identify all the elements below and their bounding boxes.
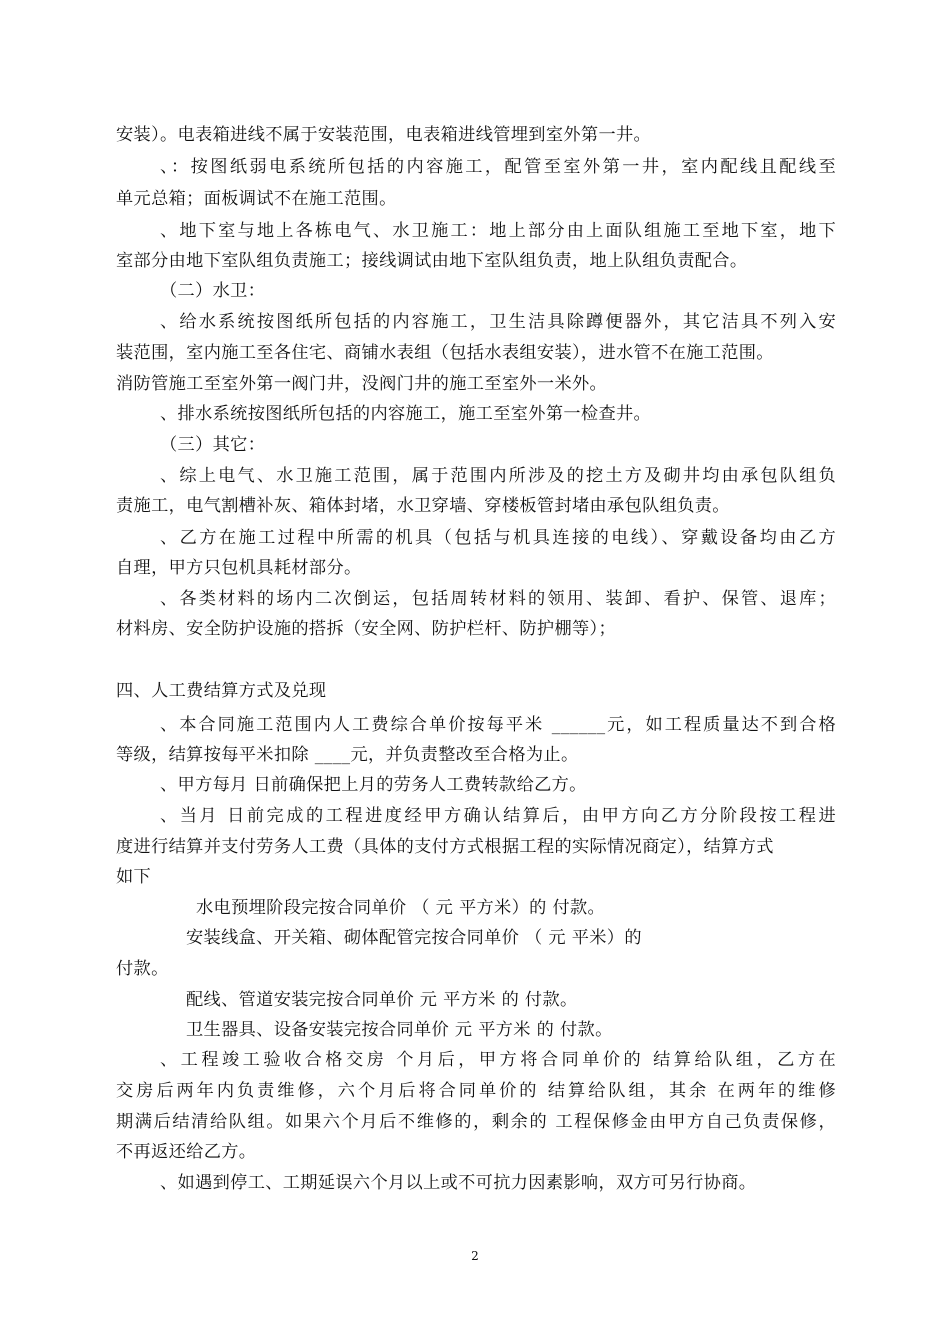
- section-heading: 四、人工费结算方式及兑现: [116, 681, 327, 701]
- text-line: 、各类材料的场内二次倒运，包括周转材料的领用、装卸、看护、保管、退库；: [160, 589, 836, 609]
- section-heading: （二）水卫：: [160, 281, 266, 301]
- text-line: 等级，结算按每平米扣除 ____元，并负责整改至合格为止。: [116, 745, 579, 765]
- text-line: 、如遇到停工、工期延误六个月以上或不可抗力因素影响，双方可另行协商。: [160, 1173, 757, 1193]
- text-line: 配线、管道安装完按合同单价 元 平方米 的 付款。: [186, 990, 578, 1010]
- text-line: 、乙方在施工过程中所需的机具（包括与机具连接的电线）、穿戴设备均由乙方: [160, 528, 836, 548]
- text-line: 、地下室与地上各栋电气、水卫施工：地上部分由上面队组施工至地下室，地下: [160, 221, 836, 241]
- text-line: 装范围，室内施工至各住宅、商铺水表组（包括水表组安装），进水管不在施工范围。: [116, 343, 774, 363]
- text-line: 、工程竣工验收合格交房 个月后，甲方将合同单价的 结算给队组，乙方在: [160, 1050, 836, 1070]
- text-line: 安装）。电表箱进线不属于安装范围，电表箱进线管埋到室外第一井。: [116, 125, 652, 145]
- text-line: 期满后结清给队组。如果六个月后不维修的，剩余的 工程保修金由甲方自己负责保修，: [116, 1112, 836, 1132]
- text-line: 、综上电气、水卫施工范围，属于范围内所涉及的挖土方及砌井均由承包队组负: [160, 466, 836, 486]
- text-line: 、给水系统按图纸所包括的内容施工，卫生洁具除蹲便器外，其它洁具不列入安: [160, 312, 836, 332]
- text-line: 材料房、安全防护设施的搭拆（安全网、防护栏杆、防护棚等）；: [116, 619, 616, 639]
- text-line: 自理，甲方只包机具耗材部分。: [116, 558, 362, 578]
- text-line: 水电预埋阶段完按合同单价 （ 元 平方米）的 付款。: [196, 898, 606, 918]
- text-line: 、排水系统按图纸所包括的内容施工，施工至室外第一检查井。: [160, 404, 652, 424]
- text-line: 如下: [116, 867, 152, 887]
- text-line: 责施工，电气割槽补灰、箱体封堵，水卫穿墙、穿楼板管封堵由承包队组负责。: [116, 496, 730, 516]
- text-line: 卫生器具、设备安装完按合同单价 元 平方米 的 付款。: [186, 1020, 613, 1040]
- text-line: 室部分由地下室队组负责施工；接线调试由地下室队组负责，地上队组负责配合。: [116, 251, 748, 271]
- text-line: 交房后两年内负责维修，六个月后将合同单价的 结算给队组，其余 在两年的维修: [116, 1081, 836, 1101]
- text-line: 、甲方每月 日前确保把上月的劳务人工费转款给乙方。: [160, 775, 587, 795]
- text-line: 、本合同施工范围内人工费综合单价按每平米 ______元，如工程质量达不到合格: [160, 715, 836, 735]
- text-line: 不再返还给乙方。: [116, 1142, 257, 1162]
- text-line: 、当月 日前完成的工程进度经甲方确认结算后，由甲方向乙方分阶段按工程进: [160, 806, 836, 826]
- page-number: 2: [471, 1249, 479, 1263]
- text-line: 度进行结算并支付劳务人工费（具体的支付方式根据工程的实际情况商定），结算方式: [116, 837, 774, 857]
- text-line: 、：按图纸弱电系统所包括的内容施工，配管至室外第一井，室内配线且配线至: [160, 157, 836, 177]
- text-line: 付款。: [116, 959, 169, 979]
- text-line: 安装线盒、开关箱、砌体配管完按合同单价 （ 元 平米）的: [186, 928, 642, 948]
- section-heading: （三）其它：: [160, 435, 266, 455]
- text-line: 消防管施工至室外第一阀门井，没阀门井的施工至室外一米外。: [116, 374, 608, 394]
- text-line: 单元总箱；面板调试不在施工范围。: [116, 189, 397, 209]
